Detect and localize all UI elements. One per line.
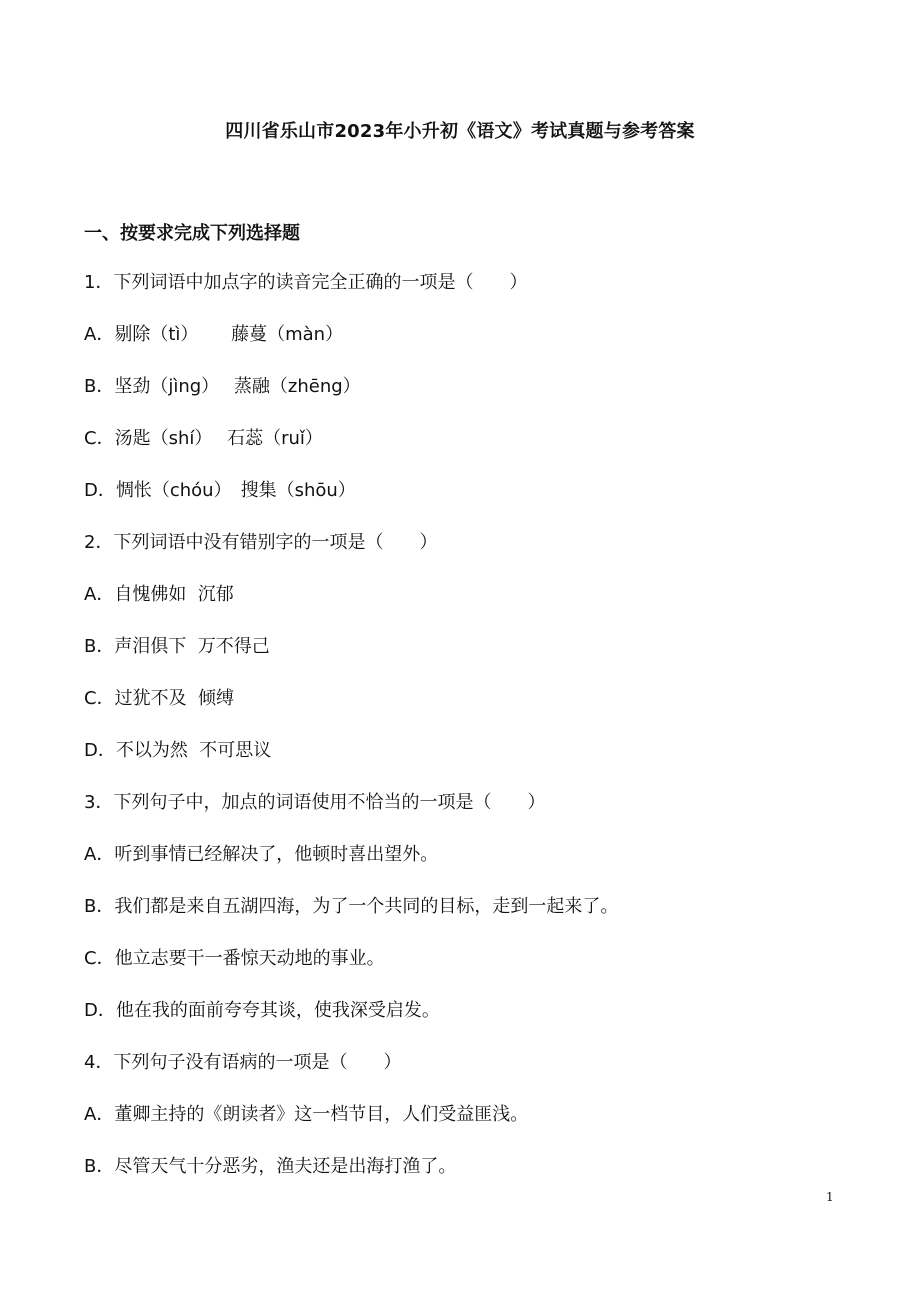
question-1-option-d: D．惆怅（chóu） 搜集（shōu） <box>84 480 356 501</box>
question-3-option-c: C．他立志要干一番惊天动地的事业。 <box>84 948 385 969</box>
page-number: 1 <box>826 1190 834 1204</box>
question-2-option-a: A．自愧佛如 沉郁 <box>84 584 234 605</box>
document-title: 四川省乐山市2023年小升初《语文》考试真题与参考答案 <box>225 121 695 142</box>
question-2-option-d: D．不以为然 不可思议 <box>84 740 272 761</box>
question-3-option-d: D．他在我的面前夸夸其谈，使我深受启发。 <box>84 1000 440 1021</box>
question-3-option-b: B．我们都是来自五湖四海，为了一个共同的目标，走到一起来了。 <box>84 896 619 917</box>
question-1-stem: 1．下列词语中加点字的读音完全正确的一项是（ ） <box>84 272 528 293</box>
question-2-stem: 2．下列词语中没有错别字的一项是（ ） <box>84 532 438 553</box>
section-heading: 一、按要求完成下列选择题 <box>84 223 300 244</box>
question-4-option-a: A．董卿主持的《朗读者》这一档节目，人们受益匪浅。 <box>84 1104 529 1125</box>
question-4-option-b: B．尽管天气十分恶劣，渔夫还是出海打渔了。 <box>84 1156 457 1177</box>
question-1-option-b: B．坚劲（jìng） 蒸融（zhēng） <box>84 376 361 397</box>
question-1-option-c: C．汤匙（shí） 石蕊（ruǐ） <box>84 428 323 449</box>
question-3-stem: 3．下列句子中，加点的词语使用不恰当的一项是（ ） <box>84 792 546 813</box>
question-2-option-c: C．过犹不及 倾缚 <box>84 688 235 709</box>
question-4-stem: 4．下列句子没有语病的一项是（ ） <box>84 1052 402 1073</box>
question-1-option-a: A．剔除（tì） 藤蔓（màn） <box>84 324 344 345</box>
question-3-option-a: A．听到事情已经解决了，他顿时喜出望外。 <box>84 844 439 865</box>
question-2-option-b: B．声泪俱下 万不得己 <box>84 636 270 657</box>
